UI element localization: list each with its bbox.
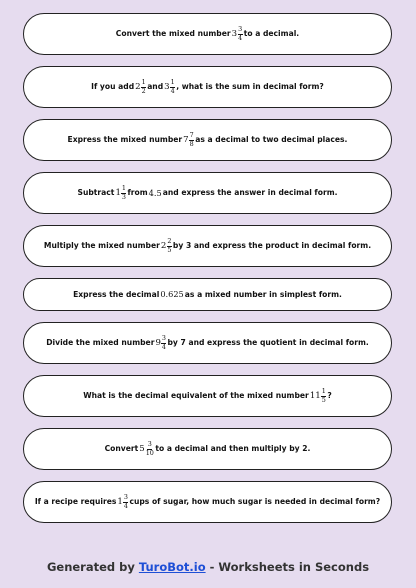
mixed-number	[155, 335, 166, 350]
question-card-3	[23, 119, 392, 161]
denominator: 5	[167, 246, 172, 254]
denominator: 2	[141, 87, 146, 95]
question-text: Multiply the mixed number	[43, 241, 160, 251]
question-text: , what is the sum in decimal form?	[176, 82, 324, 92]
question-text: to a decimal.	[243, 29, 300, 39]
mixed-number	[310, 388, 327, 403]
question-text: ?	[327, 391, 332, 401]
mixed-number	[115, 185, 126, 200]
mixed-number	[164, 79, 175, 94]
question-card-6	[23, 278, 392, 311]
decimal-value: 4.5	[148, 187, 162, 198]
question-text: Convert the mixed number	[115, 29, 231, 39]
footer-suffix: - Worksheets in Seconds	[205, 560, 370, 574]
fraction	[161, 335, 166, 350]
whole-part: 1	[117, 496, 123, 507]
fraction	[141, 79, 146, 94]
numerator: 7	[189, 131, 194, 140]
whole-part: 3	[164, 81, 170, 92]
question-text: to a decimal and then multiply by 2.	[155, 444, 311, 454]
question-text: cups of sugar, how much sugar is needed in decimal form?	[129, 497, 381, 507]
whole-part: 9	[155, 337, 161, 348]
question-card-7	[23, 322, 392, 364]
fraction	[167, 238, 172, 253]
numerator: 3	[123, 493, 128, 502]
question-text: Convert	[104, 444, 139, 454]
question-text: Divide the mixed number	[46, 338, 155, 348]
whole-part: 5	[139, 443, 145, 454]
turobot-link[interactable]: TuroBot.io	[138, 560, 206, 574]
question-card-4	[23, 172, 392, 214]
question-text: If a recipe requires	[34, 497, 117, 507]
mixed-number	[139, 441, 154, 456]
decimal-value: 0.625	[160, 289, 184, 300]
question-text: as a mixed number in simplest form.	[184, 289, 342, 299]
question-text: and express the answer in decimal form.	[162, 188, 338, 198]
fraction	[321, 388, 326, 403]
numerator: 1	[121, 184, 126, 193]
denominator: 5	[321, 396, 326, 404]
footer-prefix: Generated by	[46, 560, 139, 574]
question-text: If you add	[91, 82, 135, 92]
question-text: and	[147, 82, 164, 92]
question-card-8	[23, 375, 392, 417]
denominator: 3	[121, 193, 126, 201]
fraction	[123, 494, 128, 509]
question-text: Express the decimal	[73, 289, 160, 299]
question-text: What is the decimal equivalent of the mixed number	[83, 391, 309, 401]
footer	[0, 560, 416, 574]
mixed-number	[135, 79, 146, 94]
mixed-number	[117, 494, 128, 509]
question-text: Express the mixed number	[67, 135, 183, 145]
fraction	[170, 79, 175, 94]
numerator: 3	[238, 25, 243, 34]
denominator: 8	[189, 140, 194, 148]
numerator: 1	[170, 78, 175, 87]
numerator: 1	[321, 387, 326, 396]
question-card-1	[23, 13, 392, 55]
whole-part: 2	[160, 240, 167, 251]
denominator: 4	[123, 502, 128, 510]
question-card-2	[23, 66, 392, 108]
question-text: from	[127, 188, 148, 198]
whole-part: 3	[231, 28, 238, 39]
question-text: by 7 and express the quotient in decimal form.	[167, 338, 369, 348]
numerator: 2	[167, 237, 172, 246]
mixed-number	[161, 238, 172, 253]
mixed-number	[183, 132, 194, 147]
question-text: Subtract	[77, 188, 115, 198]
question-text: by 3 and express the product in decimal form.	[172, 241, 372, 251]
numerator: 3	[161, 334, 166, 343]
question-card-5	[23, 225, 392, 267]
denominator: 4	[170, 87, 175, 95]
question-card-9	[23, 428, 392, 470]
fraction	[145, 441, 154, 456]
whole-part: 11	[309, 390, 321, 401]
numerator: 1	[141, 78, 146, 87]
numerator: 3	[147, 440, 152, 449]
question-text: as a decimal to two decimal places.	[195, 135, 348, 145]
fraction	[121, 185, 126, 200]
denominator: 10	[145, 449, 154, 457]
question-card-10	[23, 481, 392, 523]
whole-part: 2	[135, 81, 141, 92]
fraction	[189, 132, 194, 147]
fraction	[238, 26, 243, 41]
mixed-number	[232, 26, 243, 41]
denominator: 4	[161, 343, 166, 351]
whole-part: 1	[115, 187, 121, 198]
denominator: 4	[238, 34, 243, 42]
whole-part: 7	[183, 134, 189, 145]
